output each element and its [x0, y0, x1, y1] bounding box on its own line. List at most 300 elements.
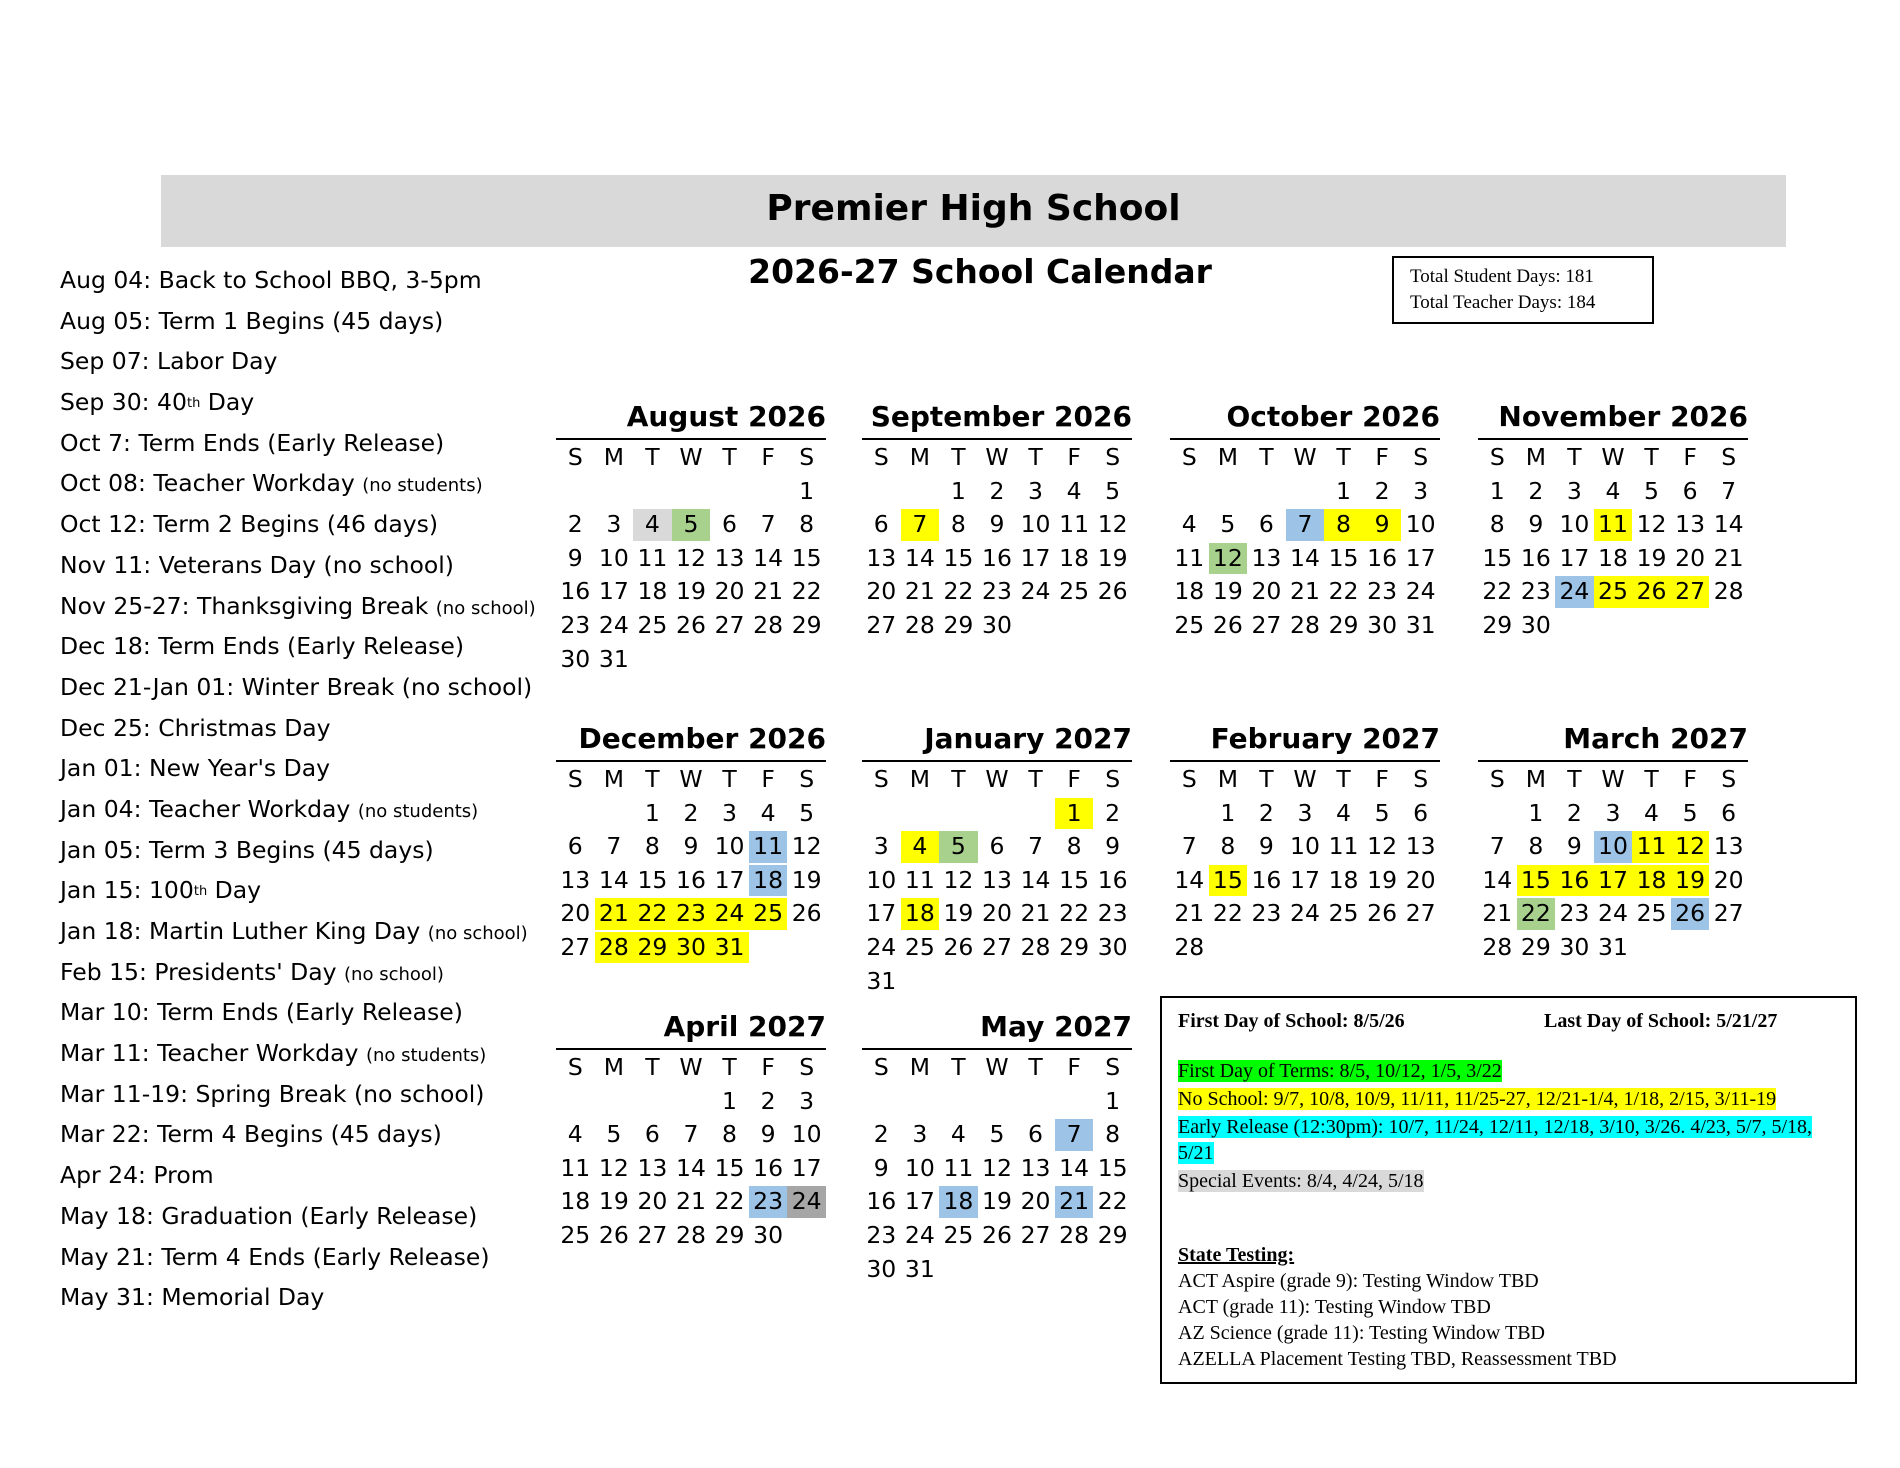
event-text: Jan 01: New Year's Day [60, 754, 331, 783]
empty-day-cell [595, 476, 634, 508]
day-cell: 14 [753, 543, 784, 572]
day-cell: 10 [1405, 510, 1436, 539]
day-cell: 28 [676, 1220, 706, 1249]
event-note: (no students) [357, 800, 479, 822]
day-cell: 27 [560, 932, 591, 961]
event-note: (no students) [362, 475, 483, 497]
day-cell: 3 [1297, 798, 1313, 827]
day-cell: 25 [560, 1220, 591, 1249]
day-cell: 13 [1251, 543, 1282, 572]
day-cell: 18 [1059, 543, 1090, 572]
day-cell: 7 [901, 509, 940, 541]
week-row [1478, 476, 1748, 510]
day-cell: 3 [1413, 476, 1429, 505]
legend-special-events: Special Events: 8/4, 4/24, 5/18 [1178, 1170, 1424, 1192]
day-cell: 19 [791, 865, 822, 894]
day-cell: 13 [714, 543, 745, 572]
empty-day-cell [787, 932, 826, 964]
weekday-letter: F [1067, 443, 1081, 471]
empty-day-cell [672, 1086, 711, 1118]
day-cell: 5 [1682, 798, 1698, 827]
weekday-letter: S [1105, 1053, 1121, 1081]
empty-day-cell [978, 798, 1017, 830]
weekday-letter: F [1375, 443, 1389, 471]
day-cell: 26 [982, 1220, 1012, 1249]
day-cell: 25 [1594, 576, 1633, 608]
first-day-of-school: First Day of School: 8/5/26 [1178, 1010, 1405, 1032]
month-calendar [556, 1006, 826, 1254]
day-cell: 23 [866, 1220, 897, 1249]
day-cell: 26 [676, 610, 706, 639]
day-cell: 24 [1020, 577, 1051, 606]
empty-day-cell [595, 798, 634, 830]
day-cell: 14 [676, 1153, 706, 1182]
totals-box [1392, 256, 1654, 324]
day-cell: 11 [637, 543, 668, 572]
weekday-letter: S [873, 1053, 889, 1081]
day-cell: 12 [943, 865, 974, 894]
day-cell: 23 [1367, 577, 1398, 606]
empty-day-cell [556, 798, 595, 830]
day-cell: 13 [982, 865, 1012, 894]
empty-day-cell [1016, 798, 1055, 830]
day-cell: 7 [606, 832, 622, 861]
event-item [60, 1155, 540, 1196]
weekday-letter: W [679, 1053, 703, 1081]
event-item [60, 586, 540, 627]
day-cell: 22 [1328, 577, 1359, 606]
day-cell: 7 [1489, 832, 1505, 861]
weekday-letter: T [951, 443, 966, 471]
empty-day-cell [978, 966, 1017, 998]
empty-day-cell [978, 1254, 1017, 1286]
day-cell: 17 [1290, 865, 1320, 894]
day-cell: 11 [943, 1153, 974, 1182]
weekday-letter: F [1067, 1053, 1081, 1081]
day-cell: 29 [1328, 610, 1359, 639]
day-cell: 6 [1721, 798, 1737, 827]
day-cell: 31 [1598, 932, 1628, 961]
weekday-letter: T [645, 443, 660, 471]
day-cell: 9 [873, 1153, 889, 1182]
day-cell: 2 [567, 510, 583, 539]
day-cell: 11 [1594, 509, 1633, 541]
weekday-letter: W [1293, 765, 1317, 793]
event-item [60, 504, 540, 545]
week-row [556, 1086, 826, 1120]
week-row [1170, 932, 1440, 966]
day-cell: 21 [676, 1187, 706, 1216]
empty-day-cell [978, 1086, 1017, 1118]
day-cell: 18 [637, 577, 668, 606]
day-cell: 11 [560, 1153, 591, 1182]
day-cell: 8 [1489, 510, 1505, 539]
day-cell: 6 [1258, 510, 1274, 539]
day-cell: 24 [1290, 899, 1320, 928]
day-cell: 27 [982, 932, 1012, 961]
empty-day-cell [1632, 932, 1671, 964]
day-cell: 18 [1598, 543, 1628, 572]
weekday-letter: M [1217, 443, 1238, 471]
week-row [862, 1220, 1132, 1254]
day-cell: 8 [1066, 832, 1082, 861]
weekday-letter: F [761, 765, 775, 793]
event-item [60, 545, 540, 586]
day-cell: 15 [1097, 1153, 1128, 1182]
event-item [60, 708, 540, 749]
legend-early-release: Early Release (12:30pm): 10/7, 11/24, 12/11, 12/18, 3/10, 3/26. 4/23, 5/7, 5/18, 5/21 [1178, 1116, 1813, 1164]
empty-day-cell [1286, 932, 1325, 964]
event-item [60, 1237, 540, 1278]
day-cell: 25 [1636, 899, 1667, 928]
event-text: Dec 25: Christmas Day [60, 713, 331, 742]
empty-day-cell [1247, 476, 1286, 508]
testing-item: ACT Aspire (grade 9): Testing Window TBD [1178, 1270, 1539, 1292]
week-row [1478, 865, 1748, 899]
day-cell: 28 [595, 932, 634, 964]
day-cell: 21 [1055, 1186, 1094, 1218]
state-testing [1178, 1242, 1840, 1372]
weekday-letter: T [1644, 765, 1659, 793]
week-row [1478, 798, 1748, 832]
day-cell: 20 [1251, 577, 1282, 606]
day-cell: 4 [1336, 798, 1351, 827]
events-list [60, 260, 540, 1318]
empty-day-cell [1671, 932, 1710, 964]
day-cell: 6 [644, 1120, 660, 1149]
day-cell: 19 [943, 899, 974, 928]
event-text: Sep 30: 40 [60, 388, 187, 417]
legend-first-day-of-terms: First Day of Terms: 8/5, 10/12, 1/5, 3/22 [1178, 1060, 1502, 1082]
weekday-letter: W [985, 765, 1009, 793]
empty-day-cell [672, 476, 711, 508]
weekday-letter: T [722, 443, 737, 471]
week-row [862, 1119, 1132, 1153]
day-cell: 3 [1605, 798, 1621, 827]
day-cell: 31 [904, 1254, 935, 1283]
weekday-letter: S [567, 765, 583, 793]
day-cell: 2 [1374, 476, 1390, 505]
weekday-letter: S [1105, 443, 1121, 471]
day-cell: 4 [1066, 476, 1082, 505]
day-cell: 30 [866, 1254, 897, 1283]
day-cell: 13 [1713, 832, 1744, 861]
week-row [862, 798, 1132, 832]
weekday-letter: W [985, 443, 1009, 471]
day-cell: 6 [1028, 1120, 1043, 1149]
day-cell: 24 [598, 610, 629, 639]
day-cell: 21 [1020, 899, 1051, 928]
day-cell: 19 [1636, 543, 1667, 572]
day-cell: 19 [982, 1187, 1012, 1216]
week-row [862, 932, 1132, 966]
weekday-letter: S [799, 1053, 815, 1081]
day-cell: 5 [989, 1120, 1005, 1149]
day-cell: 6 [1413, 798, 1429, 827]
day-cell: 9 [567, 543, 583, 572]
week-row [862, 966, 1132, 1000]
day-cell: 18 [560, 1187, 591, 1216]
event-item [60, 1033, 540, 1074]
day-cell: 22 [1059, 899, 1090, 928]
day-cell: 2 [683, 798, 699, 827]
weekday-header [862, 442, 1132, 476]
empty-day-cell [939, 966, 978, 998]
day-cell: 14 [1482, 865, 1513, 894]
day-cell: 26 [1632, 576, 1671, 608]
day-cell: 29 [943, 610, 974, 639]
day-cell: 8 [950, 510, 966, 539]
day-cell: 30 [672, 932, 711, 964]
day-cell: 12 [676, 543, 706, 572]
empty-day-cell [1016, 1254, 1055, 1286]
weekday-letter: S [567, 1053, 583, 1081]
state-testing-title: State Testing: [1178, 1244, 1295, 1266]
day-cell: 23 [1520, 577, 1551, 606]
weekday-header [1478, 764, 1748, 798]
day-cell: 28 [904, 610, 935, 639]
day-cell: 23 [672, 898, 711, 930]
day-cell: 12 [598, 1153, 629, 1182]
day-cell: 12 [791, 832, 822, 861]
day-cell: 19 [1097, 543, 1128, 572]
weekday-letter: S [1181, 443, 1197, 471]
day-cell: 2 [1105, 798, 1121, 827]
event-item [60, 1277, 540, 1318]
week-row [1478, 576, 1748, 610]
empty-day-cell [862, 1086, 901, 1118]
day-cell: 24 [1555, 576, 1594, 608]
week-row [556, 543, 826, 577]
event-text: Apr 24: Prom [60, 1161, 214, 1190]
day-cell: 3 [606, 510, 622, 539]
weekday-letter: M [1525, 765, 1546, 793]
event-text: Feb 15: Presidents' Day [60, 957, 345, 986]
day-cell: 3 [873, 832, 889, 861]
week-row [1170, 576, 1440, 610]
empty-day-cell [1055, 1254, 1094, 1286]
event-item [60, 463, 540, 504]
day-cell: 16 [866, 1187, 897, 1216]
weekday-letter: M [909, 765, 930, 793]
day-cell: 9 [1528, 510, 1544, 539]
empty-day-cell [1671, 610, 1710, 642]
weekday-letter: S [799, 765, 815, 793]
day-cell: 5 [799, 798, 815, 827]
day-cell: 15 [943, 543, 974, 572]
weekday-letter: M [909, 443, 930, 471]
day-cell: 4 [760, 798, 776, 827]
day-cell: 8 [1105, 1120, 1121, 1149]
total-teacher-days: Total Teacher Days: 184 [1410, 292, 1596, 313]
day-cell: 26 [598, 1220, 629, 1249]
month-calendar [556, 718, 826, 966]
month-calendar [1170, 396, 1440, 644]
day-cell: 30 [1520, 610, 1551, 639]
day-cell: 22 [943, 577, 974, 606]
week-row [862, 576, 1132, 610]
week-row [1170, 543, 1440, 577]
day-cell: 29 [1059, 932, 1090, 961]
weekday-letter: F [1375, 765, 1389, 793]
empty-day-cell [1055, 1086, 1094, 1118]
day-cell: 13 [866, 543, 897, 572]
day-cell: 3 [912, 1120, 928, 1149]
empty-day-cell [1209, 932, 1248, 964]
day-cell: 14 [1059, 1153, 1090, 1182]
week-row [556, 831, 826, 865]
week-row [1478, 610, 1748, 644]
day-cell: 22 [791, 577, 822, 606]
week-row [556, 898, 826, 932]
weekday-letter: F [1683, 765, 1697, 793]
empty-day-cell [556, 476, 595, 508]
event-text: May 21: Term 4 Ends (Early Release) [60, 1242, 490, 1271]
week-row [862, 1086, 1132, 1120]
day-cell: 17 [714, 865, 745, 894]
event-note: (no school) [435, 597, 536, 619]
event-item [60, 911, 540, 952]
weekday-letter: F [761, 1053, 775, 1081]
weekday-letter: T [951, 765, 966, 793]
week-row [556, 1186, 826, 1220]
day-cell: 16 [1097, 865, 1128, 894]
day-cell: 5 [939, 831, 978, 863]
day-cell: 11 [749, 831, 788, 863]
weekday-letter: S [1489, 765, 1505, 793]
day-cell: 20 [560, 899, 591, 928]
month-title: November 2026 [1478, 396, 1748, 440]
month-title: March 2027 [1478, 718, 1748, 762]
day-cell: 20 [714, 577, 745, 606]
day-cell: 1 [644, 798, 660, 827]
day-cell: 6 [989, 832, 1005, 861]
day-cell: 17 [904, 1187, 935, 1216]
day-cell: 2 [989, 476, 1005, 505]
weekday-header [1478, 442, 1748, 476]
week-row [1478, 932, 1748, 966]
event-text: Nov 11: Veterans Day (no school) [60, 550, 454, 579]
day-cell: 21 [753, 577, 784, 606]
day-cell: 8 [1220, 832, 1236, 861]
day-cell: 27 [1251, 610, 1282, 639]
day-cell: 6 [567, 832, 583, 861]
day-cell: 30 [1367, 610, 1398, 639]
day-cell: 21 [904, 577, 935, 606]
event-item [60, 748, 540, 789]
day-cell: 6 [873, 510, 889, 539]
week-row [1170, 865, 1440, 899]
empty-day-cell [749, 644, 788, 676]
day-cell: 23 [749, 1186, 788, 1218]
day-cell: 24 [1598, 899, 1628, 928]
week-row [556, 865, 826, 899]
day-cell: 10 [598, 543, 629, 572]
day-cell: 3 [1566, 476, 1582, 505]
day-cell: 6 [1682, 476, 1698, 505]
weekday-letter: W [679, 443, 703, 471]
empty-day-cell [749, 476, 788, 508]
empty-day-cell [672, 644, 711, 676]
weekday-letter: T [1336, 443, 1351, 471]
weekday-letter: S [873, 443, 889, 471]
day-cell: 10 [1594, 831, 1633, 863]
week-row [1478, 898, 1748, 932]
weekday-letter: T [645, 765, 660, 793]
day-cell: 31 [598, 644, 629, 673]
day-cell: 11 [1632, 831, 1671, 863]
testing-item: AZ Science (grade 11): Testing Window TBD [1178, 1322, 1545, 1344]
day-cell: 20 [1675, 543, 1706, 572]
empty-day-cell [1709, 610, 1748, 642]
week-row [556, 1119, 826, 1153]
day-cell: 7 [1055, 1119, 1094, 1151]
day-cell: 25 [1174, 610, 1205, 639]
week-row [1170, 798, 1440, 832]
empty-day-cell [1055, 966, 1094, 998]
event-text: Jan 04: Teacher Workday [60, 794, 358, 823]
day-cell: 16 [1555, 865, 1594, 897]
empty-day-cell [556, 1086, 595, 1118]
day-cell: 28 [1020, 932, 1051, 961]
weekday-letter: W [1601, 443, 1625, 471]
day-cell: 15 [714, 1153, 745, 1182]
empty-day-cell [901, 476, 940, 508]
day-cell: 14 [598, 865, 629, 894]
empty-day-cell [1093, 610, 1132, 642]
day-cell: 16 [1251, 865, 1282, 894]
weekday-letter: T [1028, 765, 1043, 793]
week-row [862, 509, 1132, 543]
weekday-letter: T [1259, 443, 1274, 471]
day-cell: 15 [637, 865, 668, 894]
week-row [556, 932, 826, 966]
empty-day-cell [710, 644, 749, 676]
event-item [60, 626, 540, 667]
day-cell: 25 [904, 932, 935, 961]
day-cell: 23 [1559, 899, 1590, 928]
day-cell: 27 [866, 610, 897, 639]
weekday-letter: S [1181, 765, 1197, 793]
day-cell: 1 [1489, 476, 1505, 505]
day-cell: 7 [683, 1120, 699, 1149]
day-cell: 13 [1675, 510, 1706, 539]
empty-day-cell [1324, 932, 1363, 964]
day-cell: 2 [1258, 798, 1274, 827]
weekday-header [556, 1052, 826, 1086]
weekday-letter: T [1336, 765, 1351, 793]
weekday-letter: F [1067, 765, 1081, 793]
day-cell: 29 [1520, 932, 1551, 961]
day-cell: 16 [1367, 543, 1398, 572]
empty-day-cell [1478, 798, 1517, 830]
day-cell: 4 [950, 1120, 966, 1149]
week-row [1170, 898, 1440, 932]
day-cell: 4 [1181, 510, 1197, 539]
empty-day-cell [1170, 476, 1209, 508]
month-title: April 2027 [556, 1006, 826, 1050]
day-cell: 23 [560, 610, 591, 639]
day-cell: 12 [1636, 510, 1667, 539]
month-calendar [862, 1006, 1132, 1287]
event-item [60, 260, 540, 301]
day-cell: 7 [1721, 476, 1737, 505]
day-cell: 24 [866, 932, 897, 961]
day-cell: 14 [1713, 510, 1744, 539]
day-cell: 12 [1671, 831, 1710, 863]
event-text: Mar 10: Term Ends (Early Release) [60, 998, 463, 1027]
week-row [556, 798, 826, 832]
